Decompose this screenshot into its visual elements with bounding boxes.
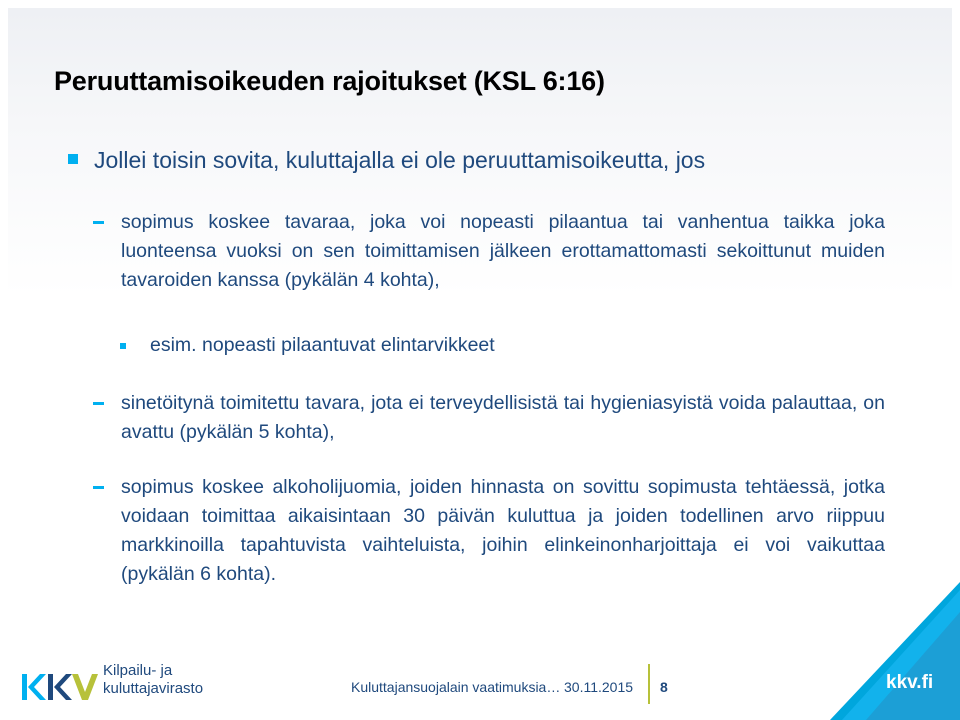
- slide-footer: [0, 650, 960, 720]
- sub-list-item-text: esim. nopeasti pilaantuvat elintarvikkeet: [150, 334, 495, 356]
- footer-presentation-title: Kuluttajansuojalain vaatimuksia…: [351, 679, 561, 695]
- logo-line-2: kuluttajavirasto: [103, 680, 204, 697]
- square-bullet-icon: [68, 154, 78, 164]
- list-item-text: sopimus koskee alkoholijuomia, joiden hinnasta on sovittu sopimusta tehtäessä, jotka voidaan toimittaa aikaisintaan 30 päivän kuluttua ja joiden todellinen arvo riippuu markkinoilla tapahtuvista vaihteluista, joihin elinkeinonharjoittaja ei voi vaikuttaa (pykälän 6 kohta).: [121, 476, 885, 585]
- footer-page-number: 8: [660, 679, 668, 695]
- footer-site-link[interactable]: kkv.fi: [886, 672, 934, 693]
- dash-bullet-icon: [93, 486, 104, 489]
- slide-title: Peruuttamisoikeuden rajoitukset (KSL 6:16): [54, 66, 605, 96]
- list-item: [93, 389, 885, 447]
- list-item: [93, 208, 885, 295]
- bullet-lead: [70, 145, 890, 175]
- list-item: [93, 473, 885, 589]
- sub-list-item: [120, 331, 820, 360]
- footer-date: 30.11.2015: [564, 679, 634, 695]
- logo-wordmark: [103, 662, 203, 698]
- list-item-text: sopimus koskee tavaraa, joka voi nopeasti pilaantua tai vanhentua taikka joka luonteensa vuoksi on sen toimittamisen jälkeen erottamattomasti sekoittunut muiden tavaroiden kanssa (pykälän 4 kohta),: [121, 211, 885, 291]
- logo-line-1: Kilpailu- ja: [103, 662, 173, 679]
- bullet-lead-text: Jollei toisin sovita, kuluttajalla ei ole peruuttamisoikeutta, jos: [94, 147, 706, 173]
- small-square-bullet-icon: [120, 343, 126, 349]
- blue-corner-decoration: [830, 582, 960, 720]
- dash-bullet-icon: [93, 402, 104, 405]
- dash-bullet-icon: [93, 221, 104, 224]
- footer-divider: [648, 664, 650, 704]
- list-item-text: sinetöitynä toimitettu tavara, jota ei terveydellisistä tai hygieniasyistä voida palauttaa, on avattu (pykälän 5 kohta),: [121, 392, 885, 443]
